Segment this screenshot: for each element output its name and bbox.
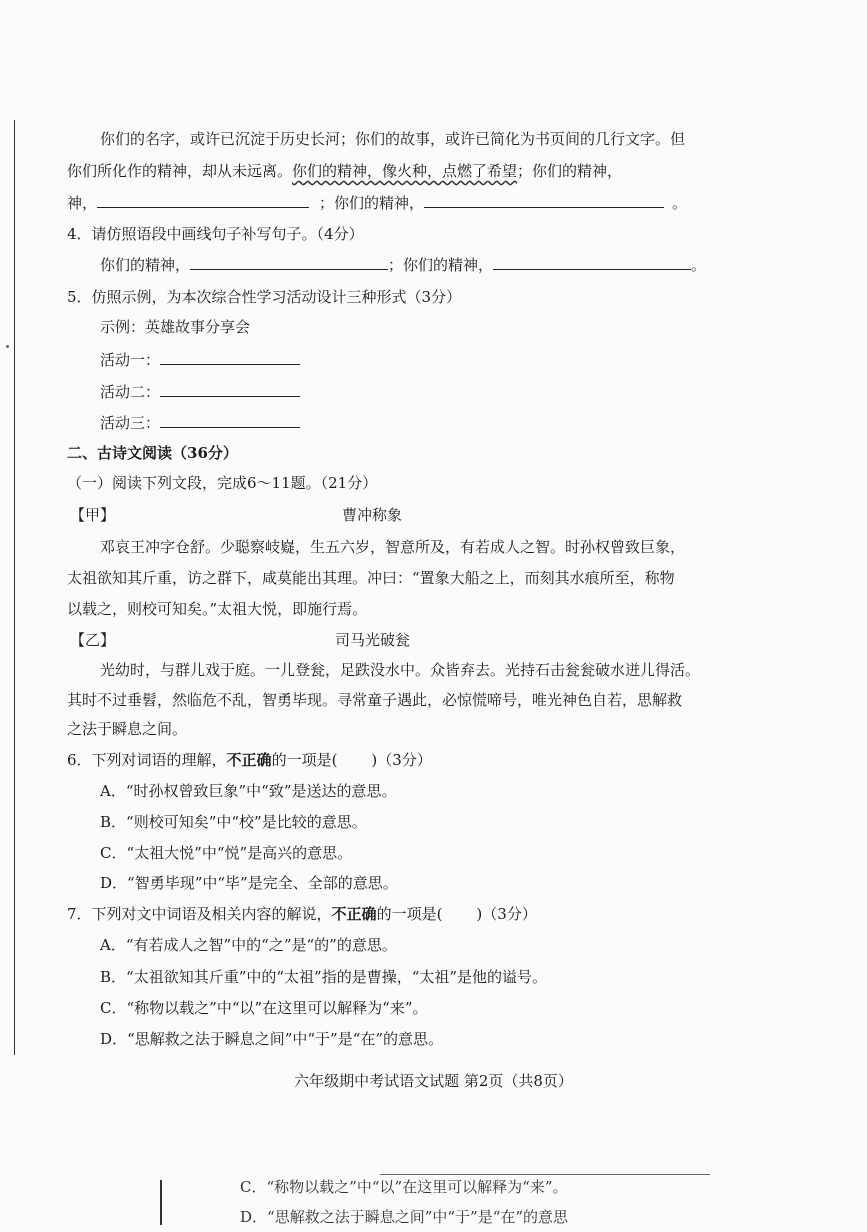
text-jia-tag: 【甲】 bbox=[70, 506, 116, 524]
answer-blank-q4-2[interactable] bbox=[493, 255, 691, 270]
fragment-margin-line bbox=[160, 1180, 162, 1225]
text-jia-line-2: 太祖欲知其斤重，访之群下，咸莫能出其理。冲曰：“置象大船之上，而刻其水痕所至，称物 bbox=[67, 569, 675, 587]
answer-blank-passage-2[interactable] bbox=[424, 193, 664, 208]
activity-1: 活动一： bbox=[100, 349, 300, 371]
question-6-option-d: D．“智勇毕现”中“毕”是完全、全部的意思。 bbox=[100, 874, 398, 892]
question-7-stem: 7．下列对文中词语及相关内容的解说，不正确的一项是( )（3分） bbox=[67, 905, 537, 923]
page-footer: 六年级期中考试语文试题 第2页（共8页） bbox=[294, 1072, 573, 1090]
question-6-stem: 6．下列对词语的理解，不正确的一项是( )（3分） bbox=[67, 751, 432, 769]
question-6-option-a: A．“时孙权曾致巨象”中“致”是送达的意思。 bbox=[100, 782, 397, 800]
section-2-title: 二、古诗文阅读（36分） bbox=[67, 444, 238, 462]
question-6-option-b: B．“则校可知矣”中“校”是比较的意思。 bbox=[100, 813, 367, 831]
answer-blank-activity-2[interactable] bbox=[160, 382, 300, 397]
passage-line-1: 你们的名字，或许已沉淀于历史长河；你们的故事，或许已简化为书页间的几行文字。但 bbox=[100, 130, 686, 148]
passage-line-2: 你们所化作的精神，却从未远离。你们的精神，像火种，点燃了希望；你们的精神， bbox=[67, 162, 623, 180]
question-7-option-b: B．“太祖欲知其斤重”中的“太祖”指的是曹操，“太祖”是他的谥号。 bbox=[100, 968, 548, 986]
passage-line-3: 神， ；你们的精神， 。 bbox=[67, 194, 688, 212]
question-7-option-a: A．“有若成人之智”中的“之”是“的”的意思。 bbox=[100, 936, 397, 954]
answer-blank-activity-1[interactable] bbox=[160, 350, 300, 365]
text-jia-title: 曹冲称象 bbox=[342, 506, 403, 524]
text-jia-line-3: 以载之，则校可知矣。”太祖大悦，即施行焉。 bbox=[67, 600, 368, 618]
question-5-example: 示例：英雄故事分享会 bbox=[100, 318, 251, 336]
next-page-fragment bbox=[160, 1172, 720, 1232]
section-2-part-1: （一）阅读下列文段，完成6～11题。（21分） bbox=[67, 474, 378, 492]
question-6-option-c: C．“太祖大悦”中“悦”是高兴的意思。 bbox=[100, 844, 353, 862]
fragment-edge-line bbox=[380, 1174, 710, 1175]
text-yi-title: 司马光破瓮 bbox=[335, 631, 411, 649]
text-yi-line-1: 光幼时，与群儿戏于庭。一儿登瓮，足跌没水中。众皆弃去。光持石击瓮瓮破水迸儿得活。 bbox=[100, 661, 701, 679]
activity-3: 活动三： bbox=[100, 412, 300, 434]
text-yi-line-2: 其时不过垂髫，然临危不乱，智勇毕现。寻常童子遇此，必惊慌啼号，唯光神色自若，思解救 bbox=[67, 691, 683, 709]
question-5-stem: 5．仿照示例，为本次综合性学习活动设计三种形式（3分） bbox=[67, 288, 462, 306]
text-yi-tag: 【乙】 bbox=[70, 631, 116, 649]
text-jia-line-1: 邓哀王冲字仓舒。少聪察岐嶷，生五六岁，智意所及，有若成人之智。时孙权曾致巨象， bbox=[100, 538, 686, 556]
scan-speck bbox=[6, 345, 9, 348]
question-4-answer: 你们的精神， ；你们的精神， 。 bbox=[100, 256, 707, 274]
text-yi-line-3: 之法于瞬息之间。 bbox=[67, 720, 188, 738]
activity-2: 活动二： bbox=[100, 381, 300, 403]
answer-blank-q4-1[interactable] bbox=[190, 255, 388, 270]
fragment-line-c: C．“称物以载之”中“以”在这里可以解释为“来”。 bbox=[240, 1178, 568, 1196]
question-7-option-d: D．“思解救之法于瞬息之间”中“于”是“在”的意思。 bbox=[100, 1030, 444, 1048]
answer-blank-passage-1[interactable] bbox=[97, 193, 309, 208]
question-7-option-c: C．“称物以载之”中“以”在这里可以解释为“来”。 bbox=[100, 999, 428, 1017]
left-margin-line bbox=[14, 120, 15, 1055]
underlined-model-sentence: 你们的精神，像火种，点燃了希望 bbox=[292, 162, 518, 180]
fragment-line-d: D．“思解救之法于瞬息之间”中“于”是“在”的意思 bbox=[240, 1208, 569, 1226]
question-4-stem: 4．请仿照语段中画线句子补写句子。（4分） bbox=[67, 225, 364, 243]
answer-blank-activity-3[interactable] bbox=[160, 413, 300, 428]
